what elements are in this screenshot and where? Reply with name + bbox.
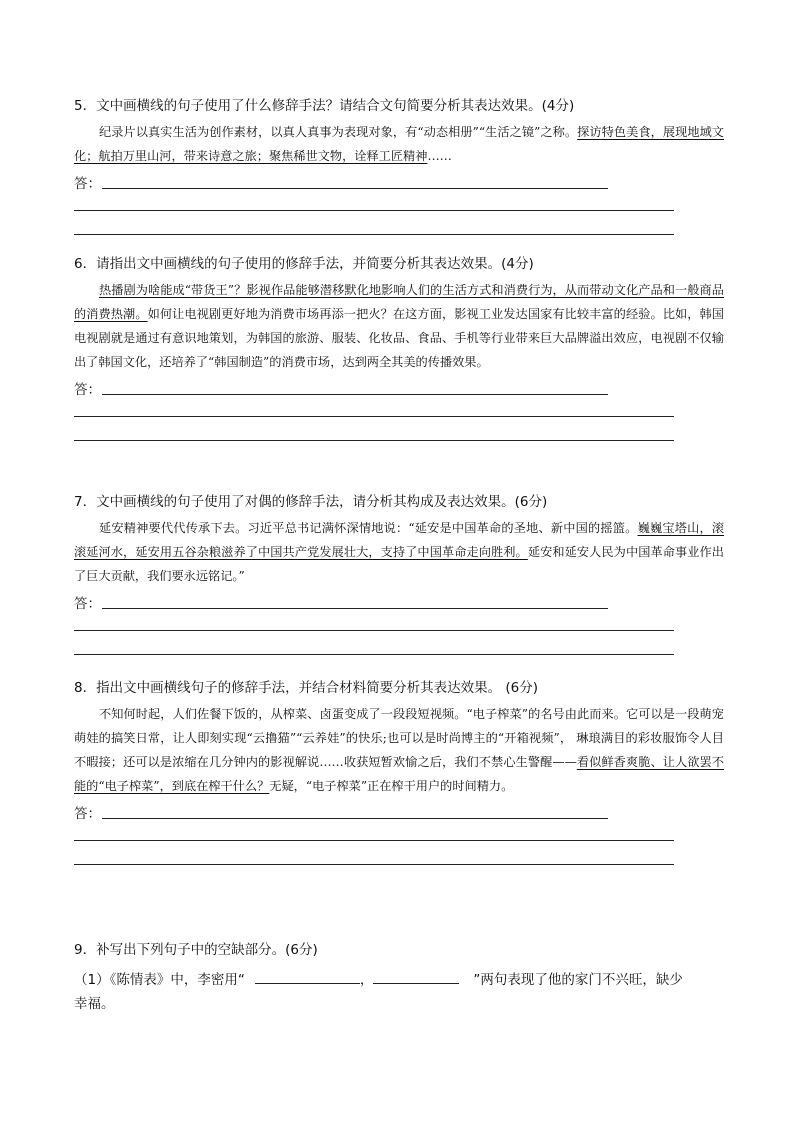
- passage-text: 如何让电视剧更好地为消费市场再添一把火？在这方面，影视工业发达国家有比较丰富的经验。比如，韩国电视剧就是通过有意识地策划，为韩国的旅游、服装、化妆品、食品、手机等行业带来巨大品牌溢出效应，电视剧不仅输出了韩国文化，还培养了“韩国制造”的消费市场，达到两全其美的传播效果。: [74, 307, 724, 369]
- answer-label: 答：: [74, 806, 101, 822]
- question-title: 8．指出文中画横线句子的修辞手法，并结合材料简要分析其表达效果。 (6分): [74, 680, 539, 696]
- answer-line[interactable]: [74, 824, 724, 848]
- question-title: 6．请指出文中画横线的句子使用的修辞手法，并简要分析其表达效果。(4分): [74, 256, 534, 272]
- passage-text: 不知何时起，人们佐餐下饭的，从榨菜、卤蛋变成了一段段短视频。“电子榨菜”的名号由此而来。它可以是一段萌宠萌娃的搞笑日常，让人即刻实现“云撸猫”“云养娃”的快乐;也可以是时尚博主的“开箱视频”， 琳琅满目的彩妆服饰令人目不暇接；还可以是浓缩在几分钟内的影视解说……收获短暂欢愉之后，我们不禁心生警醒——: [74, 707, 724, 769]
- answer-line[interactable]: [74, 376, 724, 400]
- answer-line[interactable]: [74, 194, 724, 218]
- item-text: 幸福。: [74, 996, 115, 1012]
- question-title: 9．补写出下列句子中的空缺部分。(6分): [74, 942, 318, 958]
- question-7: [74, 492, 724, 662]
- question-5: [74, 96, 724, 242]
- passage: [74, 278, 724, 374]
- item-text: ，: [359, 972, 374, 988]
- answer-label: 答：: [74, 596, 101, 612]
- fill-blank-item: [74, 968, 724, 991]
- passage: [74, 516, 724, 588]
- blank-2[interactable]: [373, 968, 459, 984]
- answer-line[interactable]: [74, 170, 724, 194]
- answer-line[interactable]: [74, 848, 724, 872]
- underlined-sentence: 看似鲜香爽脆、让人欲罢不能的“电子榨菜”，到底在榨干什么？: [74, 755, 725, 793]
- underlined-sentence: 热播剧为啥能成“带货王”？影视作品能够潜移默化地影响人们的生活方式和消费行为，从而带动文化产品和一般商品的消费热潮。: [74, 283, 724, 321]
- answer-line[interactable]: [74, 800, 724, 824]
- answer-label: 答：: [74, 176, 101, 192]
- answer-line[interactable]: [74, 638, 724, 662]
- answer-line[interactable]: [74, 614, 724, 638]
- item-text: （1）《陈情表》中，李密用“: [74, 972, 245, 988]
- passage: [74, 120, 724, 168]
- passage-text: 延安精神要代代传承下去。习近平总书记满怀深情地说：“延安是中国革命的圣地、新中国的摇篮。: [99, 521, 638, 535]
- question-8: [74, 678, 724, 872]
- question-title: 5．文中画横线的句子使用了什么修辞手法？请结合文句简要分析其表达效果。(4分): [74, 98, 575, 114]
- question-6: [74, 254, 724, 448]
- passage-text: ……: [427, 149, 452, 163]
- question-title: 7．文中画横线的句子使用了对偶的修辞手法，请分析其构成及表达效果。(6分): [74, 494, 548, 510]
- answer-line[interactable]: [74, 400, 724, 424]
- item-text: ”两句表现了他的家门不兴旺，缺少: [473, 972, 683, 988]
- answer-line[interactable]: [74, 218, 724, 242]
- passage: [74, 702, 724, 798]
- answer-line[interactable]: [74, 424, 724, 448]
- blank-1[interactable]: [255, 968, 360, 984]
- answer-line[interactable]: [74, 590, 724, 614]
- answer-label: 答：: [74, 382, 101, 398]
- passage-text: 纪录片以真实生活为创作素材，以真人真事为表现对象，有“动态相册”“生活之镜”之称。: [99, 125, 578, 139]
- passage-text: 无疑，“电子榨菜”正在榨干用户的时间精力。: [269, 779, 514, 793]
- underlined-sentence: 巍巍宝塔山，滚滚延河水，延安用五谷杂粮滋养了中国共产党发展壮大，支持了中国革命走向胜利。: [74, 521, 725, 559]
- passage-text: 延安和延安人民为中国革命事业作出了巨大贡献，我们要永远铭记。”: [74, 545, 724, 583]
- underlined-sentence: 探访特色美食，展现地域文化；航拍万里山河，带来诗意之旅；聚焦稀世文物，诠释工匠精神: [74, 125, 724, 163]
- question-9: [74, 940, 724, 1015]
